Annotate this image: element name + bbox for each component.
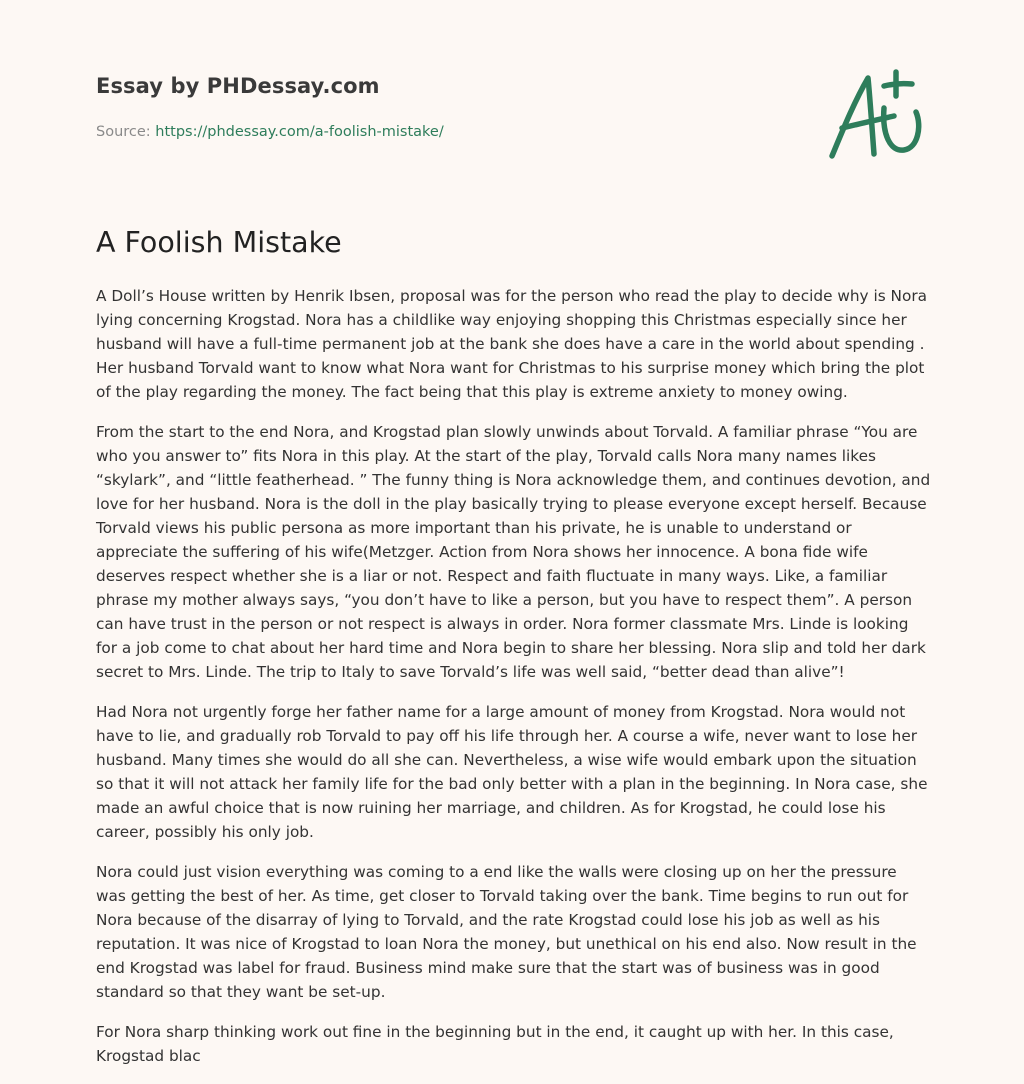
essay-paragraph: For Nora sharp thinking work out fine in the beginning but in the end, it caught up with her. In this case, Krogstad blac bbox=[96, 1023, 894, 1065]
header bbox=[96, 74, 928, 184]
a-plus-logo-icon bbox=[828, 68, 928, 164]
source-line bbox=[96, 124, 444, 140]
source-label: Source: bbox=[96, 124, 156, 140]
essay-paragraph: Had Nora not urgently forge her father name for a large amount of money from Krogstad. Nora would not have to lie, and gradually rob Torvald to pay off his life through her. A course a wife, never want to lose her husband. Many times she would do all she can. Nevertheless, a wise wife would embark upon the situation so that it will not attack her family life for the bad only better with a plan in the beginning. In Nora case, she made an awful choice that is now ruining her marriage, and children. As for Krogstad, he could lose his career, possibly his only job. bbox=[96, 703, 928, 841]
essay-body bbox=[96, 284, 931, 1084]
source-link[interactable]: https://phdessay.com/a-foolish-mistake/ bbox=[155, 124, 444, 140]
essay-paragraph: From the start to the end Nora, and Krogstad plan slowly unwinds about Torvald. A familiar phrase “You are who you answer to” fits Nora in this play. At the start of the play, Torvald calls Nora many names likes “skylark”, and “little featherhead. ” The funny thing is Nora acknowledge them, and continues devotion, and love for her husband. Nora is the doll in the play basically trying to please everyone except herself. Because Torvald views his public persona as more important than his private, he is unable to understand or appreciate the suffering of his wife(Metzger. Action from Nora shows her innocence. A bona fide wife deserves respect whether she is a liar or not. Respect and faith fluctuate in many ways. Like, a familiar phrase my mother always says, “you don’t have to like a person, but you have to respect them”. A person can have trust in the person or not respect is always in order. Nora former classmate Mrs. Linde is looking for a job come to chat about her hard time and Nora begin to share her blessing. Nora slip and told her dark secret to Mrs. Linde. The trip to Italy to save Torvald’s life was well said, “better dead than alive”! bbox=[96, 423, 931, 681]
site-title: Essay by PHDessay.com bbox=[96, 74, 380, 98]
essay-paragraph: Nora could just vision everything was coming to a end like the walls were closing up on her the pressure was getting the best of her. As time, get closer to Torvald taking over the bank. Time begins to run out for Nora because of the disarray of lying to Torvald, and the rate Krogstad could lose his job as well as his reputation. It was nice of Krogstad to loan Nora the money, but unethical on his end also. Now result in the end Krogstad was label for fraud. Business mind make sure that the start was of business was in good standard so that they want be set-up. bbox=[96, 863, 917, 1001]
essay-paragraph: A Doll’s House written by Henrik Ibsen, proposal was for the person who read the play to decide why is Nora lying concerning Krogstad. Nora has a childlike way enjoying shopping this Christmas especially since her husband will have a full-time permanent job at the bank she does have a care in the world about spending . Her husband Torvald want to know what Nora want for Christmas to his surprise money which bring the plot of the play regarding the money. The fact being that this play is extreme anxiety to money owing. bbox=[96, 287, 928, 401]
essay-title: A Foolish Mistake bbox=[96, 226, 342, 259]
